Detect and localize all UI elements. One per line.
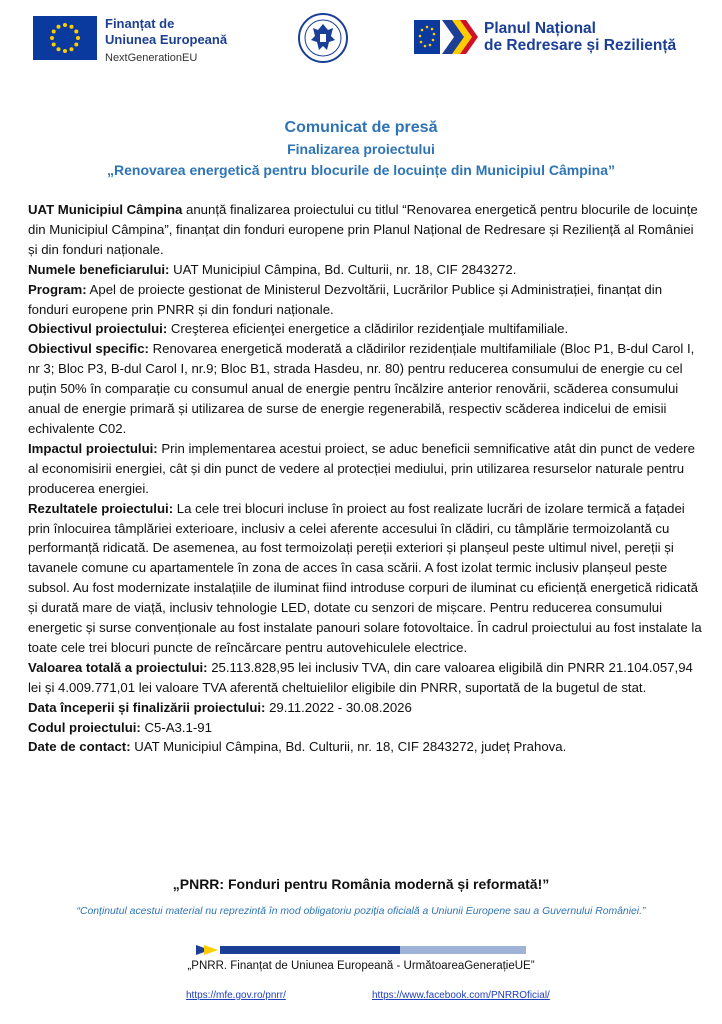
press-release-body [28,200,704,757]
pnrr-flag-arrow-icon [414,18,478,56]
facebook-pnrr-link[interactable]: https://www.facebook.com/PNRROficial/ [372,990,550,1001]
disclaimer: “Conținutul acestui material nu reprezintă în mod obligatoriu poziția oficială a Uniunii Europene sau a Guvernului României.” [76,906,646,917]
results-paragraph [28,499,704,658]
press-release-titles [0,118,722,180]
specific-objective-paragraph [28,339,704,439]
objective-paragraph [28,319,704,339]
beneficiary-label: Numele beneficiarului: [28,261,170,277]
beneficiary-paragraph [28,260,704,280]
program-paragraph [28,280,704,320]
funding-statement: „PNRR. Finanțat de Uniunea Europeană - UrmătoareaGenerațieUE” [187,960,535,972]
pnrr-logo-text [484,20,676,54]
impact-label: Impactul proiectului: [28,440,158,456]
project-code-paragraph [28,718,704,738]
footer-color-bar [196,942,526,952]
press-release-subtitle: Finalizarea proiectului [287,141,435,157]
impact-value: Prin implementarea acestui proiect, se aduc beneficii semnificative atât din punct de vedere al economisirii energiei, cât și din punct de vedere al protecției mediului, prin utilizarea resurselor naturale pentru producerea energiei. [28,440,696,496]
total-value-label: Valoarea totală a proiectului: [28,659,208,675]
program-value: Apel de proiecte gestionat de Ministerul Dezvoltării, Lucrărilor Publice și Administrației, finanțat din fonduri europene prin PNRR și din fonduri naționale. [28,281,663,317]
results-value: La cele trei blocuri incluse în proiect au fost realizate lucrări de izolare termică a fațadei prin înlocuirea tâmplăriei exterioare, inclusiv a celei aferente accesului în clădiri, cu tâmplărie termoizolantă cu performanță ridicată. De asemenea, au fost termoizolați pereții exteriori și planșeul peste ultimul nivel, pereții și tavanele comune cu apartamentele în zona de acces în casa scării. A fost izolat termic inclusiv planșeul peste subsol. Au fost modernizate instalațiile de iluminat fiind introduse corpuri de iluminat cu eficiență energetică ridicată și durată mare de viață, inclusiv tehnologie LED, dotate cu senzori de mișcare. Pentru reducerea consumului energetic și surse convenționale au fost instalate panouri solare fotovoltaice. În cadrul proiectului au fost instalate la toate cele trei blocuri puncte de reîncărcare pentru autovehiculele electrice. [28,500,702,655]
mfe-pnrr-link[interactable]: https://mfe.gov.ro/pnrr/ [186,990,286,1001]
results-label: Rezultatele proiectului: [28,500,174,516]
pnrr-slogan: „PNRR: Fonduri pentru România modernă și reformată!” [172,876,550,892]
impact-paragraph [28,439,704,499]
total-value-paragraph [28,658,704,698]
contact-value: UAT Municipiul Câmpina, Bd. Culturii, nr. 18, CIF 2843272, județ Prahova. [130,739,567,755]
eu-logo-text [105,16,227,66]
objective-label: Obiectivul proiectului: [28,321,168,337]
project-code-value: C5-A3.1-91 [140,719,212,735]
dates-paragraph [28,698,704,718]
objective-value: Creşterea eficienţei energetice a clădirilor rezidenţiale multifamiliale. [167,321,569,337]
eu-logo-line1: Finanțat de [105,16,175,31]
dates-value: 29.11.2022 - 30.08.2026 [265,699,412,715]
eu-flag-icon [33,16,97,60]
press-release-title: Comunicat de presă [284,119,438,136]
project-title: „Renovarea energetică pentru blocurile de locuințe din Municipiul Câmpina” [107,162,615,178]
intro-label: UAT Municipiul Câmpina [28,202,183,217]
program-label: Program: [28,281,87,297]
intro-paragraph [28,200,704,260]
intro-text: anunță finalizarea proiectului cu titlul “Renovarea energetică pentru blocurile de locuințe din Municipiul Câmpina”, finanțat din fonduri europene prin Planul Național de Redresare și Reziliență al României și din fonduri naționale. [28,202,698,257]
pnrr-logo-line1: Planul Național [484,20,596,37]
header-logos [0,12,722,68]
beneficiary-value: UAT Municipiul Câmpina, Bd. Culturii, nr. 18, CIF 2843272. [169,261,517,277]
pnrr-logo-line2: de Redresare și Reziliență [484,37,677,54]
eu-logo-line3: NextGenerationEU [105,52,198,64]
total-value-value: 25.113.828,95 lei inclusiv TVA, din care valoarea eligibilă din PNRR 21.104.057,94 lei și 4.009.771,01 lei valoare TVA aferentă cheltuielilor eligibile din PNRR, suportată de la bugetul de stat. [28,659,693,695]
eu-logo-line2: Uniunea Europeană [105,32,228,47]
government-of-romania-seal-icon [295,12,351,64]
project-code-label: Codul proiectului: [28,719,141,735]
pnrr-logo [414,18,676,56]
dates-label: Data începerii și finalizării proiectului: [28,699,266,715]
specific-objective-value: Renovarea energetică moderată a clădirilor rezidențiale multifamiliale (Bloc P1, B-dul Carol I, nr 3; Bloc P3, B-dul Carol I, nr.9; Bloc B1, strada Hasdeu, nr. 80) pentru reducerea consumului de energie cu cel puțin 50% în comparație cu consumul anual de energie pentru încălzire anterior renovării, scăderea consumului anual de energie primară și utilizarea de surse de energie regenerabilă, respectiv scăderea indicelui de emisii echivalente C02. [28,341,695,436]
contact-label: Date de contact: [28,739,131,755]
contact-paragraph [28,737,704,757]
specific-objective-label: Obiectivul specific: [28,341,149,357]
eu-funding-logo [33,16,227,66]
